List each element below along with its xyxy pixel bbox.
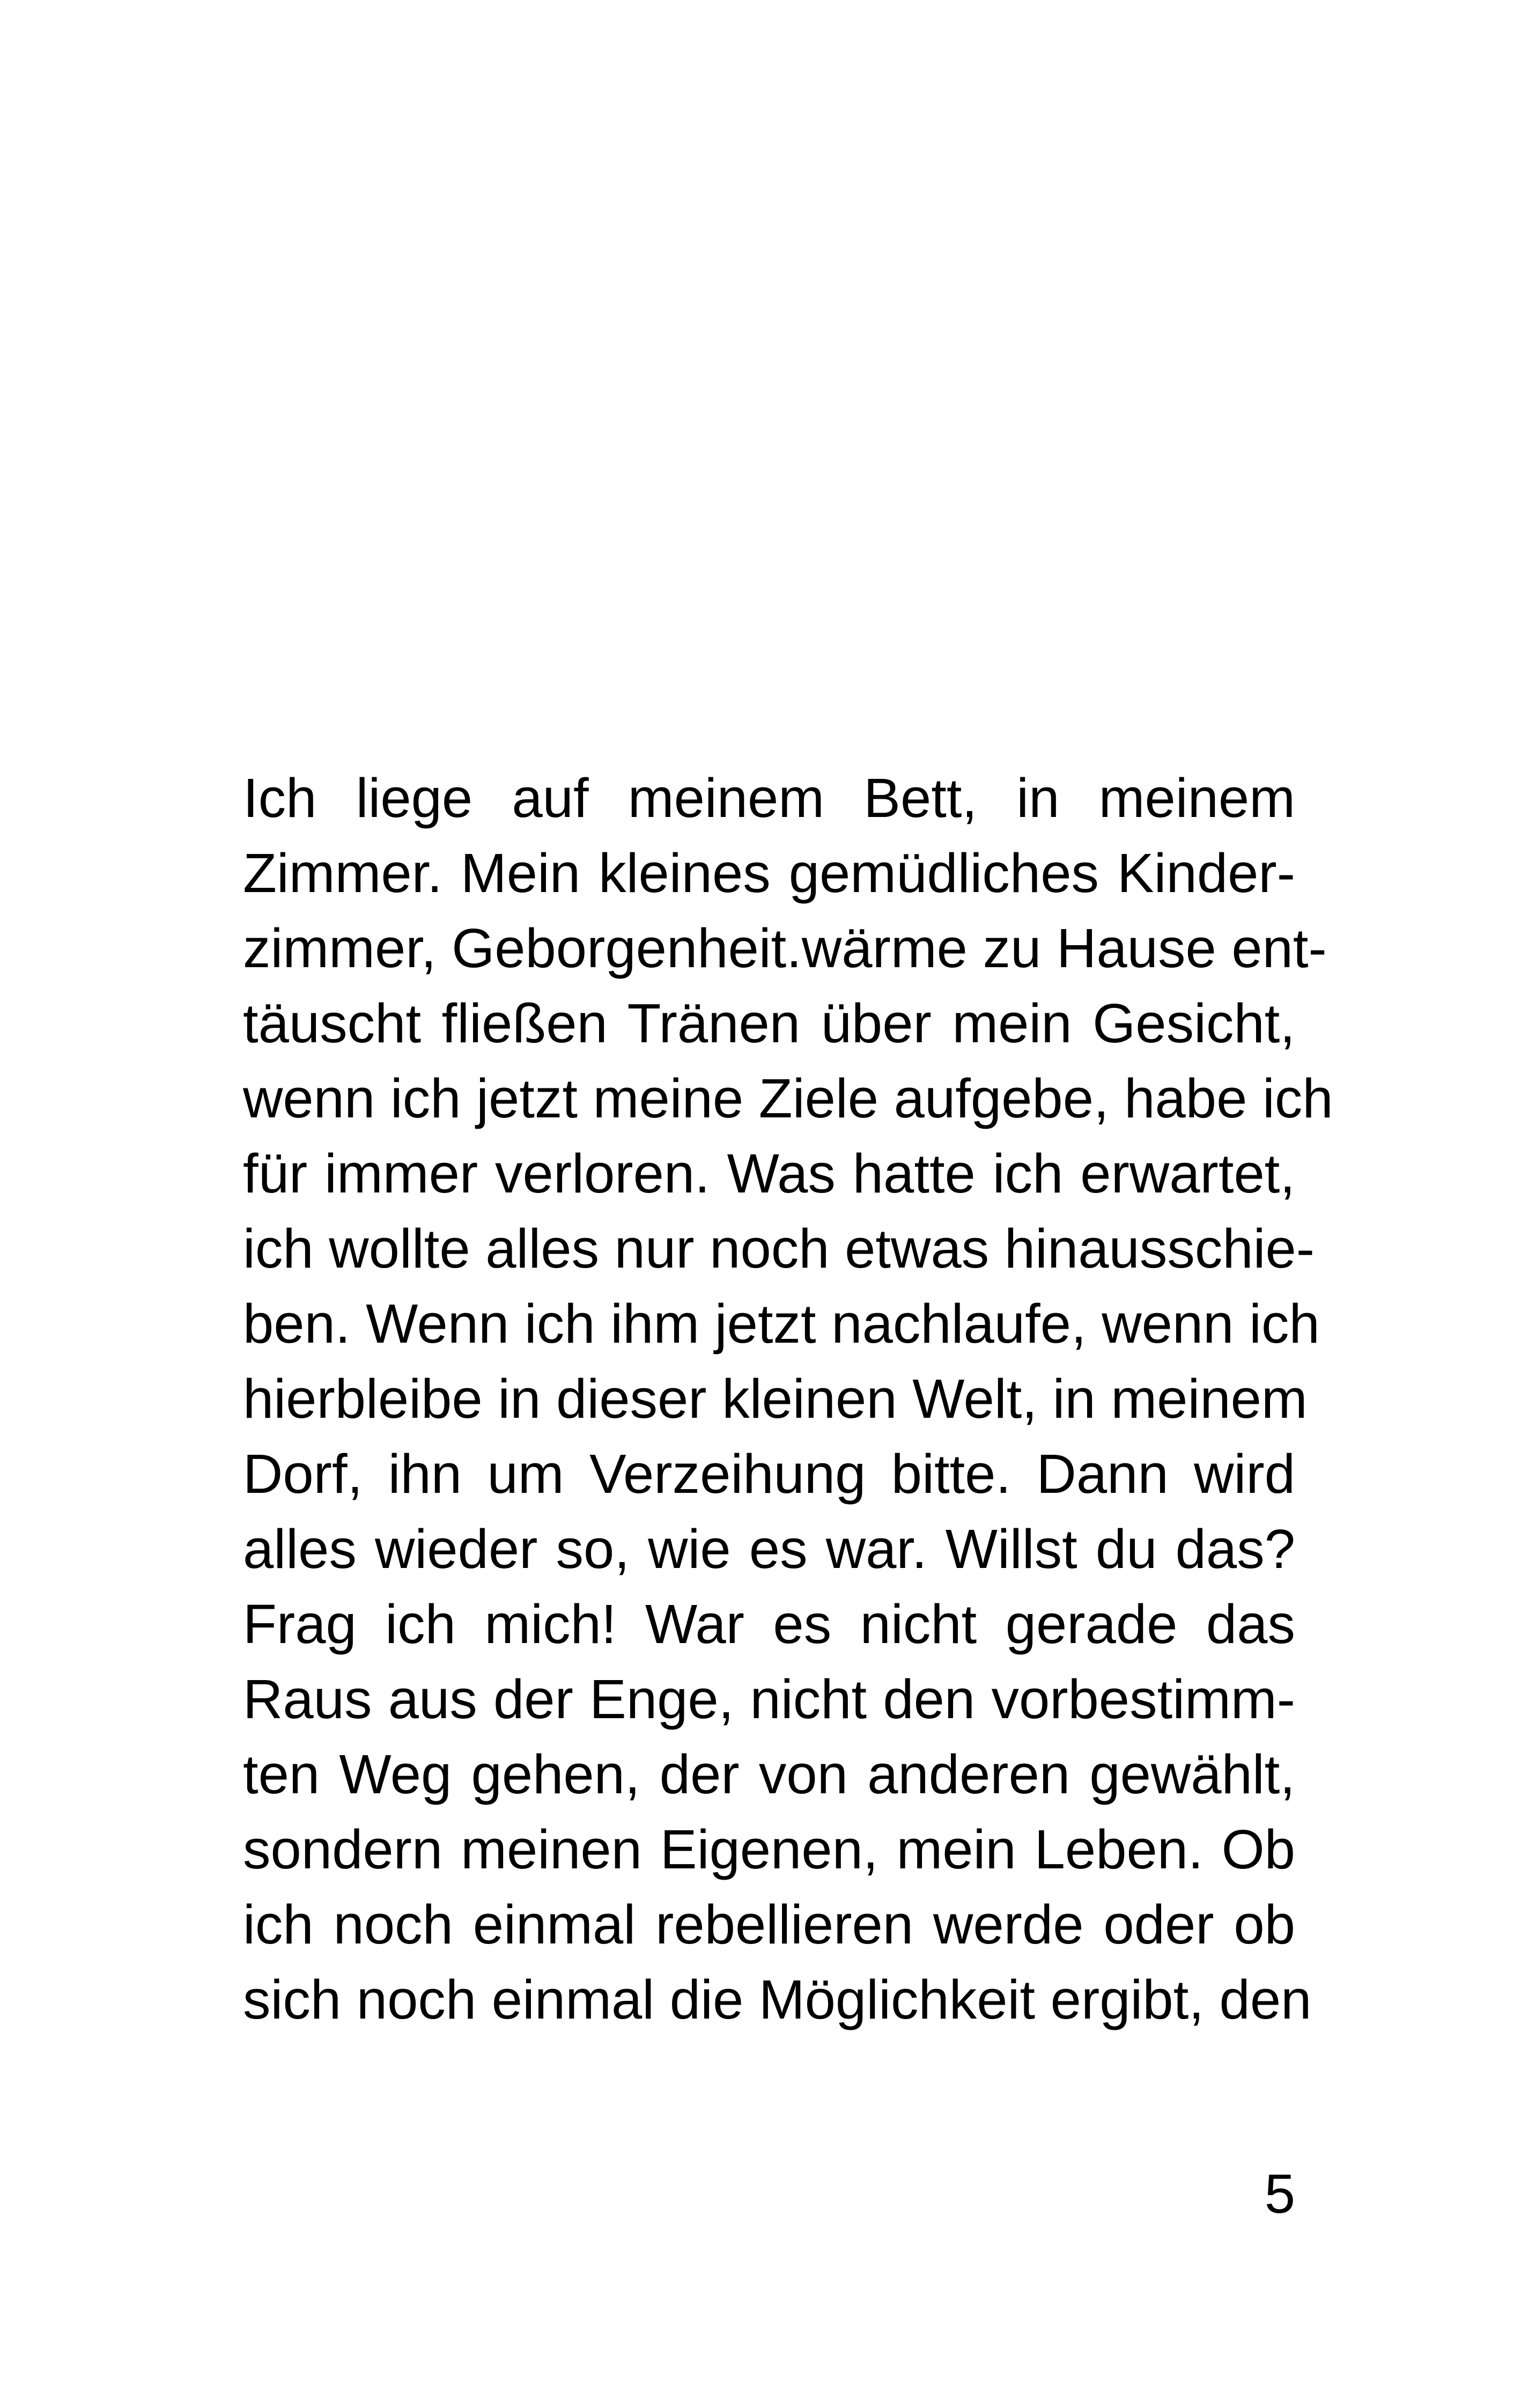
text-line: täuscht fließen Tränen über mein Gesicht, xyxy=(243,992,1295,1054)
text-line: hierbleibe in dieser kleinen Welt, in meinem xyxy=(243,1368,1308,1430)
text-line: alles wieder so, wie es war. Willst du das? xyxy=(243,1518,1295,1580)
text-line: für immer verloren. Was hatte ich erwartet, xyxy=(243,1143,1295,1204)
text-line: sondern meinen Eigenen, mein Leben. Ob xyxy=(243,1818,1295,1880)
text-line: sich noch einmal die Möglichkeit ergibt, den xyxy=(243,1969,1312,2030)
text-line: wenn ich jetzt meine Ziele aufgebe, habe ich xyxy=(243,1067,1333,1129)
text-line: Frag ich mich! War es nicht gerade das xyxy=(243,1593,1295,1655)
body-text xyxy=(243,761,1333,2037)
text-line: Zimmer. Mein kleines gemüdliches Kinder- xyxy=(243,842,1295,904)
text-line: ich wollte alles nur noch etwas hinausschie- xyxy=(243,1218,1315,1279)
text-line: ten Weg gehen, der von anderen gewählt, xyxy=(243,1743,1295,1805)
page-number: 5 xyxy=(1264,2163,1295,2225)
text-line: ben. Wenn ich ihm jetzt nachlaufe, wenn ich xyxy=(243,1293,1320,1354)
text-line: Ich liege auf meinem Bett, in meinem xyxy=(243,767,1295,829)
text-line: ich noch einmal rebellieren werde oder ob xyxy=(243,1894,1295,1955)
text-line: Dorf, ihn um Verzeihung bitte. Dann wird xyxy=(243,1443,1295,1505)
text-line: zimmer, Geborgenheit.wärme zu Hause ent- xyxy=(243,917,1327,979)
text-line: Raus aus der Enge, nicht den vorbestimm- xyxy=(243,1668,1295,1730)
